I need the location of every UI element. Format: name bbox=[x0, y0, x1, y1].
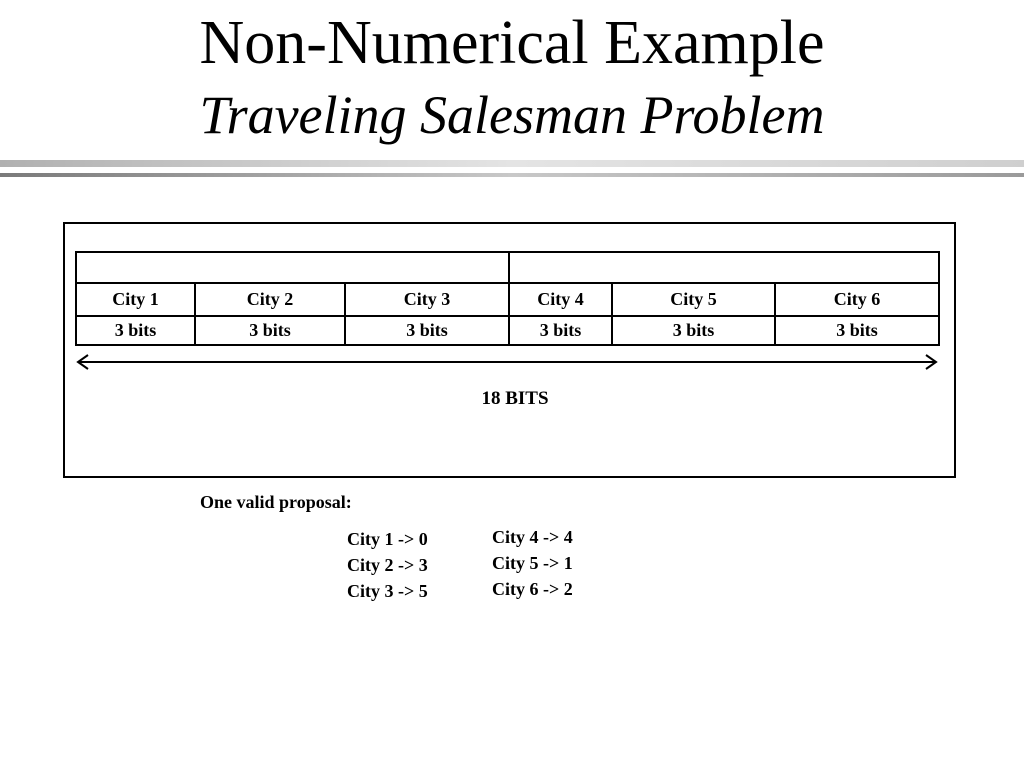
assignment-city-1: City 1 -> 0 bbox=[347, 529, 428, 549]
proposal-heading: One valid proposal: bbox=[200, 492, 352, 512]
assignment-city-3: City 3 -> 5 bbox=[347, 581, 428, 601]
city-cell-3: City 3 bbox=[344, 282, 510, 317]
slide-title: Non-Numerical Example bbox=[199, 9, 825, 77]
bits-cell-4: 3 bits bbox=[508, 315, 613, 346]
total-bits-label: 18 BITS bbox=[481, 388, 549, 409]
bits-cell-5: 3 bits bbox=[611, 315, 776, 346]
bits-cell-3: 3 bits bbox=[344, 315, 510, 346]
city-cell-5: City 5 bbox=[611, 282, 776, 317]
bits-cell-1: 3 bits bbox=[75, 315, 196, 346]
city-cell-2: City 2 bbox=[194, 282, 346, 317]
assignment-city-2: City 2 -> 3 bbox=[347, 555, 428, 575]
assignment-city-4: City 4 -> 4 bbox=[492, 527, 573, 547]
assignment-city-6: City 6 -> 2 bbox=[492, 579, 573, 599]
slide-subtitle: Traveling Salesman Problem bbox=[199, 85, 825, 145]
city-cell-4: City 4 bbox=[508, 282, 613, 317]
bits-cell-2: 3 bits bbox=[194, 315, 346, 346]
assignment-city-5: City 5 -> 1 bbox=[492, 553, 573, 573]
city-cell-6: City 6 bbox=[774, 282, 940, 317]
city-cell-1: City 1 bbox=[75, 282, 196, 317]
bits-cell-6: 3 bits bbox=[774, 315, 940, 346]
